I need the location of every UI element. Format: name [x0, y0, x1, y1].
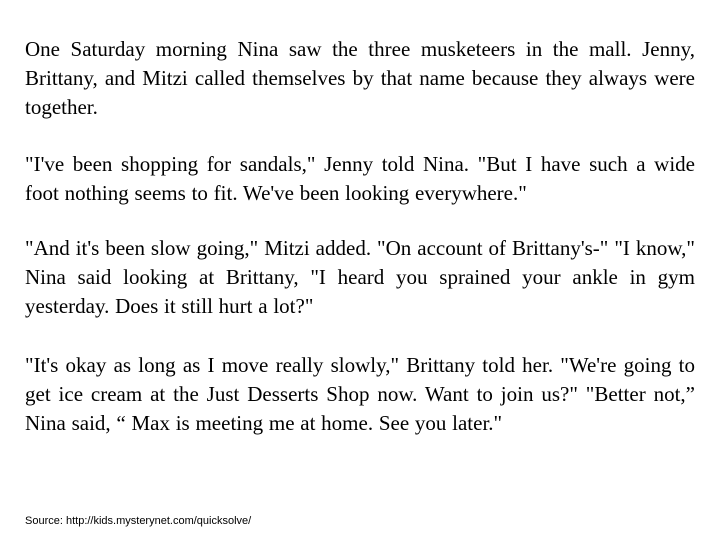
- story-paragraph-1: One Saturday morning Nina saw the three musketeers in the mall. Jenny, Brittany, and Mitzi called themselves by that name because they always were together.: [25, 37, 695, 119]
- story-paragraph-3: "And it's been slow going," Mitzi added. "On account of Brittany's-" "I know," Nina said looking at Brittany, "I heard you sprained your ankle in gym yesterday. Does it still hurt a lot?": [25, 236, 695, 318]
- story-paragraph-4: "It's okay as long as I move really slowly," Brittany told her. "We're going to get ice cream at the Just Desserts Shop now. Want to join us?" "Better not,” Nina said, “ Max is meeting me at home. See you later.": [25, 353, 695, 435]
- source-citation: Source: http://kids.mysterynet.com/quicksolve/: [25, 515, 252, 527]
- story-paragraph-2: "I've been shopping for sandals," Jenny told Nina. "But I have such a wide foot nothing seems to fit. We've been looking everywhere.": [25, 152, 695, 205]
